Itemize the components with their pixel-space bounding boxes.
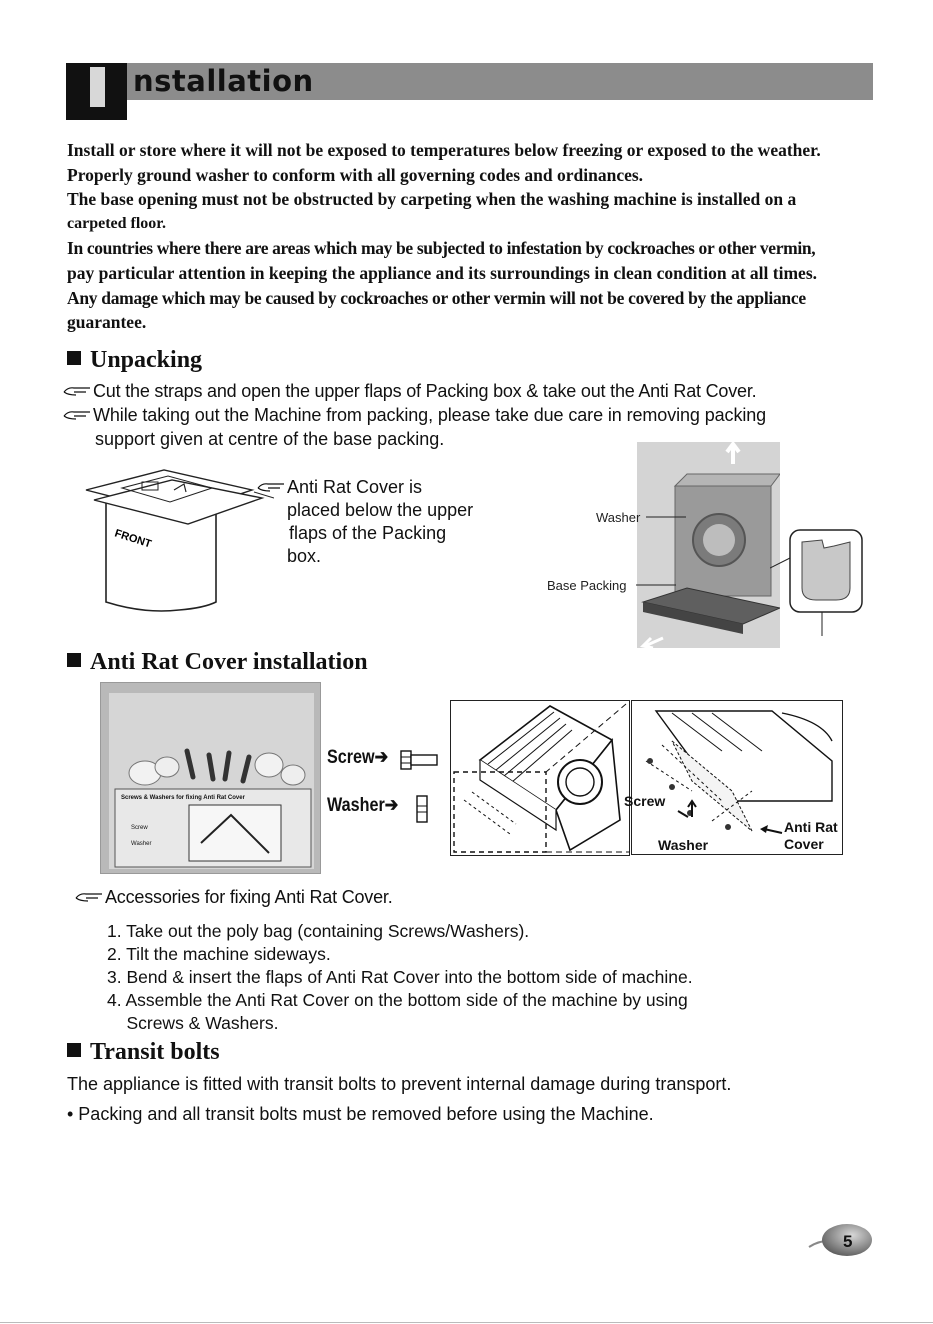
diagram-cover-label-2: Cover — [784, 836, 824, 852]
step-item: 1. Take out the poly bag (containing Screws/Washers). — [107, 921, 530, 941]
poly-bag-photo — [100, 682, 321, 874]
base-packing-pointer-line — [636, 580, 676, 590]
installation-steps — [107, 920, 693, 1035]
bag-washer-label: Washer — [131, 841, 152, 847]
diagram-screw-label: Screw — [624, 793, 666, 809]
bullet-square-icon — [67, 653, 81, 667]
packing-box-illustration — [84, 462, 274, 622]
section-heading-unpacking: Unpacking — [67, 347, 202, 374]
bullet-square-icon — [67, 351, 81, 365]
screw-label: Screw➔ — [327, 747, 389, 768]
page-number: 5 — [843, 1232, 853, 1251]
intro-line: carpeted floor. — [67, 214, 166, 232]
washer-part-label: Washer➔ — [327, 795, 399, 816]
screw-washer-detail-diagram — [624, 700, 843, 855]
step-item: Screws & Washers. — [107, 1013, 279, 1033]
page-title: nstallation — [133, 64, 314, 98]
header-initial — [90, 67, 105, 107]
bullet-square-icon — [67, 1043, 81, 1057]
intro-line: Install or store where it will not be exposed to temperatures below freezing or exposed to the weather. — [67, 140, 821, 160]
intro-text — [67, 138, 882, 335]
transit-line-1: The appliance is fitted with transit bolts to prevent internal damage during transport. — [67, 1074, 732, 1094]
intro-line: The base opening must not be obstructed by carpeting when the washing machine is installed on a — [67, 189, 797, 210]
bag-screw-label: Screw — [131, 825, 148, 831]
step-item: 4. Assemble the Anti Rat Cover on the bottom side of the machine by using — [107, 990, 688, 1010]
intro-line: In countries where there are areas which may be subjected to infestation by cockroaches or other vermin, — [67, 238, 816, 259]
box-front-label: FRONT — [113, 527, 153, 551]
intro-line: guarantee. — [67, 312, 147, 333]
washer-base-packing-photo — [637, 442, 780, 648]
washer-icon — [415, 794, 431, 826]
tilted-machine-diagram — [450, 700, 630, 856]
step-item: 3. Bend & insert the flaps of Anti Rat Cover into the bottom side of machine. — [107, 967, 693, 987]
intro-line: Any damage which may be caused by cockroaches or other vermin will not be covered by the appliance — [67, 287, 806, 308]
anti-rat-cover-zoom — [770, 528, 866, 638]
arrow-right-icon: ➔ — [374, 747, 389, 768]
washer-photo-icon — [637, 442, 780, 648]
unpacking-line-1: Cut the straps and open the upper flaps of Packing box & take out the Anti Rat Cover. — [62, 381, 756, 402]
section-heading-anti-rat: Anti Rat Cover installation — [67, 649, 368, 676]
diagram-cover-label-1: Anti Rat — [784, 819, 838, 835]
intro-line: Properly ground washer to conform with all governing codes and ordinances. — [67, 164, 644, 185]
pointing-hand-icon — [74, 889, 104, 903]
bag-title: Screws & Washers for fixing Anti Rat Cover — [121, 795, 245, 801]
footer-divider — [0, 1322, 933, 1323]
accessories-caption: Accessories for fixing Anti Rat Cover. — [74, 887, 393, 908]
anti-rat-note: Anti Rat Cover is placed below the upper flaps of the Packing box. — [256, 476, 473, 568]
transit-line-2: • Packing and all transit bolts must be removed before using the Machine. — [67, 1104, 654, 1124]
arrow-right-icon: ➔ — [384, 795, 399, 816]
screw-icon — [400, 749, 440, 771]
pointing-hand-icon — [62, 383, 92, 397]
intro-line: pay particular attention in keeping the appliance and its surroundings in clean condition at all times. — [67, 262, 818, 283]
page-number-badge — [807, 1221, 873, 1259]
washer-label: Washer — [596, 510, 641, 525]
pointing-hand-icon — [62, 407, 92, 421]
pointing-hand-icon — [256, 479, 286, 493]
base-packing-label: Base Packing — [547, 578, 627, 593]
unpacking-line-3: support given at centre of the base packing. — [95, 429, 445, 449]
section-heading-transit: Transit bolts — [67, 1039, 220, 1066]
diagram-washer-label: Washer — [658, 837, 709, 853]
washer-pointer-line — [646, 512, 686, 522]
unpacking-line-2: While taking out the Machine from packing, please take due care in removing packing — [62, 405, 766, 426]
step-item: 2. Tilt the machine sideways. — [107, 944, 331, 964]
